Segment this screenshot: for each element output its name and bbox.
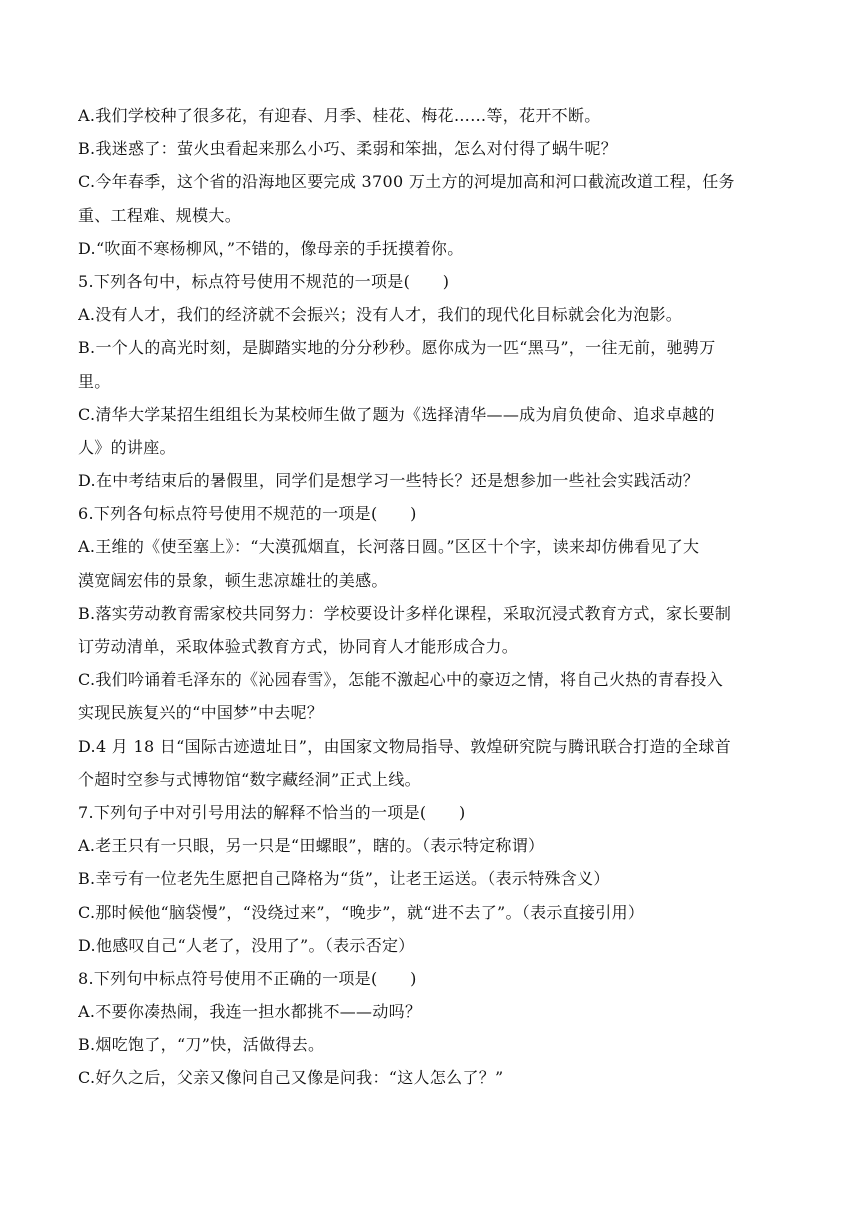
- text-line: A.老王只有一只眼，另一只是“田螺眼”，瞎的。（表示特定称谓）: [78, 836, 545, 856]
- text-line: A.不要你凑热闹，我连一担水都挑不——动吗？: [78, 1002, 422, 1022]
- question-stem: 6.下列各句标点符号使用不规范的一项是( ): [78, 504, 417, 524]
- text-line: A.没有人才，我们的经济就不会振兴；没有人才，我们的现代化目标就会化为泡影。: [78, 305, 683, 325]
- text-line: C.我们吟诵着毛泽东的《沁园春雪》，怎能不激起心中的豪迈之情，将自己火热的青春投入: [78, 670, 724, 690]
- text-line: B.落实劳动教育需家校共同努力：学校要设计多样化课程，采取沉浸式教育方式，家长要制: [78, 603, 732, 623]
- text-line: 重、工程难、规模大。: [78, 205, 242, 225]
- text-line: 人》的讲座。: [78, 437, 176, 457]
- text-line: D.他感叹自己“人老了，没用了”。（表示否定）: [78, 935, 415, 955]
- text-line: B.一个人的高光时刻，是脚踏实地的分分秒秒。愿你成为一匹“黑马”，一往无前，驰骋万: [78, 338, 716, 358]
- text-line: D.4 月 18 日“国际古迹遗址日”，由国家文物局指导、敦煌研究院与腾讯联合打造的全球首: [78, 736, 732, 756]
- text-line: B.烟吃饱了，“刀”快，活做得去。: [78, 1035, 325, 1055]
- text-line: A.王维的《使至塞上》：“大漠孤烟直，长河落日圆。”区区十个字，读来却仿佛看见了大: [78, 537, 700, 557]
- text-line: 里。: [78, 371, 111, 391]
- text-line: C.今年春季，这个省的沿海地区要完成 3700 万土方的河堤加高和河口截流改道工程，任务: [78, 172, 735, 192]
- text-line: C.那时候他“脑袋慢”，“没绕过来”，“晚步”，就“进不去了”。（表示直接引用）: [78, 902, 645, 922]
- text-line: A.我们学校种了很多花，有迎春、月季、桂花、梅花……等，花开不断。: [78, 106, 601, 125]
- text-line: D.“吹面不寒杨柳风，”不错的，像母亲的手抚摸着你。: [78, 238, 464, 258]
- question-stem: 5.下列各句中，标点符号使用不规范的一项是( ): [78, 271, 450, 291]
- text-line: C.清华大学某招生组组长为某校师生做了题为《选择清华——成为肩负使命、追求卓越的: [78, 404, 715, 424]
- text-line: B.幸亏有一位老先生愿把自己降格为“货”，让老王运送。（表示特殊含义）: [78, 869, 610, 889]
- text-line: 个超时空参与式博物馆“数字藏经洞”正式上线。: [78, 769, 421, 789]
- text-line: 实现民族复兴的“中国梦”中去呢？: [78, 703, 324, 723]
- text-line: C.好久之后，父亲又像问自己又像是问我：“这人怎么了？”: [78, 1068, 504, 1088]
- text-line: B.我迷惑了：萤火虫看起来那么小巧、柔弱和笨拙，怎么对付得了蜗牛呢？: [78, 139, 618, 159]
- text-line: D.在中考结束后的暑假里，同学们是想学习一些特长？还是想参加一些社会实践活动？: [78, 471, 700, 491]
- question-stem: 7.下列句子中对引号用法的解释不恰当的一项是( ): [78, 802, 466, 822]
- question-stem: 8.下列句中标点符号使用不正确的一项是( ): [78, 968, 417, 988]
- document-body: [78, 99, 784, 1095]
- text-line: 订劳动清单，采取体验式教育方式，协同育人才能形成合力。: [78, 637, 519, 656]
- text-line: 漠宽阔宏伟的景象，顿生悲凉雄壮的美感。: [78, 570, 388, 590]
